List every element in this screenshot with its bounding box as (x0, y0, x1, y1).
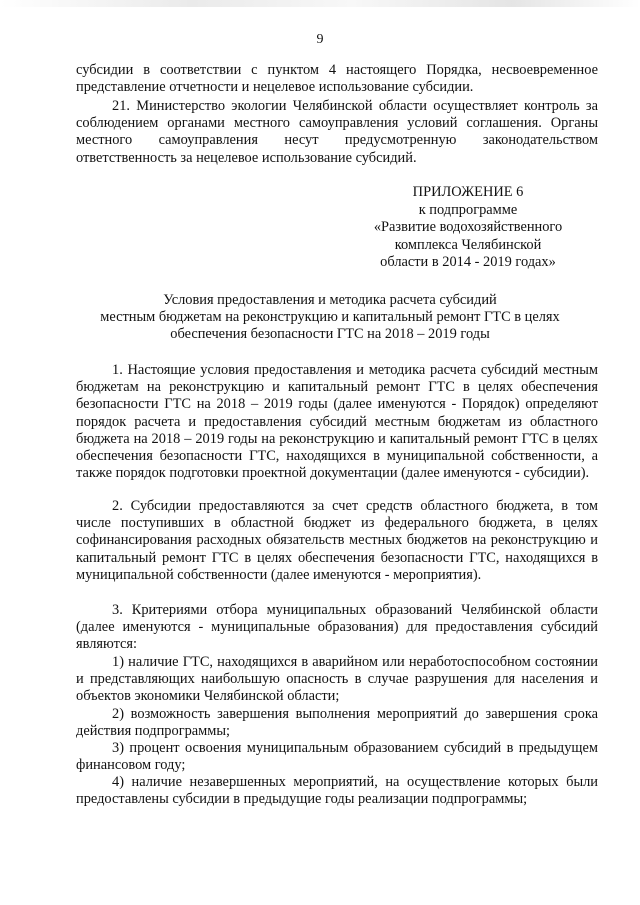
appendix-subprogram-name-1: «Развитие водохозяйственного (373, 219, 563, 235)
paragraph-continuation: субсидии в соответствии с пунктом 4 настоящего Порядка, несвоевременное представление отчетности и нецелевое использование субсидии. (76, 62, 598, 96)
appendix-header (352, 184, 584, 272)
paragraph-2: 2. Субсидии предоставляются за счет средств областного бюджета, в том числе поступивших в областной бюджет из федерального бюджета, в целях софинансирования расходных обязательств местных бюджетов на реконструкцию и капитальный ремонт ГТС в целях обеспечения безопасности ГТС, находящихся в муниципальной собственности (далее именуются - мероприятия). (76, 498, 598, 583)
document-title (60, 292, 600, 343)
criterion-4: 4) наличие незавершенных мероприятий, на осуществление которых были предоставлены субсидии в предыдущие годы реализации подпрограммы; (76, 774, 598, 808)
page-number: 9 (316, 32, 324, 47)
title-line-3: обеспечения безопасности ГТС на 2018 – 2019 годы (170, 326, 490, 342)
criterion-1: 1) наличие ГТС, находящихся в аварийном или неработоспособном состоянии и представляющих наибольшую опасность в случае разрушения для населения и объектов экономики Челябинской области; (76, 654, 598, 705)
title-line-1: Условия предоставления и методика расчета субсидий (163, 292, 497, 308)
title-line-2: местным бюджетам на реконструкцию и капитальный ремонт ГТС в целях (100, 309, 560, 325)
paragraph-3: 3. Критериями отбора муниципальных образований Челябинской области (далее именуются - муниципальные образования) для предоставления субсидий являются: (76, 602, 598, 653)
paragraph-21: 21. Министерство экологии Челябинской области осуществляет контроль за соблюдением органами местного самоуправления условий соглашения. Органы местного самоуправления несут предусмотренную законодательством ответственность за нецелевое использование субсидий. (76, 98, 598, 166)
appendix-subprogram-label: к подпрограмме (418, 201, 518, 218)
appendix-number: ПРИЛОЖЕНИЕ 6 (412, 184, 524, 200)
appendix-subprogram-name-2: комплекса Челябинской (394, 236, 542, 253)
paragraph-1: 1. Настоящие условия предоставления и методика расчета субсидий местным бюджетам на реконструкцию и капитальный ремонт ГТС в целях обеспечения безопасности ГТС на 2018 – 2019 годы (далее именуются - Порядок) определяют порядок расчета и предоставления субсидий местным бюджетам из областного бюджета на 2018 – 2019 годы на реконструкцию и капитальный ремонт ГТС в целях обеспечения безопасности ГТС, находящихся в муниципальной собственности, а также порядок подготовки проектной документации (далее именуются - субсидии). (76, 362, 598, 482)
criterion-2: 2) возможность завершения выполнения мероприятий до завершения срока действия подпрограммы; (76, 706, 598, 740)
criterion-3: 3) процент освоения муниципальным образованием субсидий в предыдущем финансовом году; (76, 740, 598, 774)
appendix-subprogram-name-3: области в 2014 - 2019 годах» (380, 254, 556, 270)
